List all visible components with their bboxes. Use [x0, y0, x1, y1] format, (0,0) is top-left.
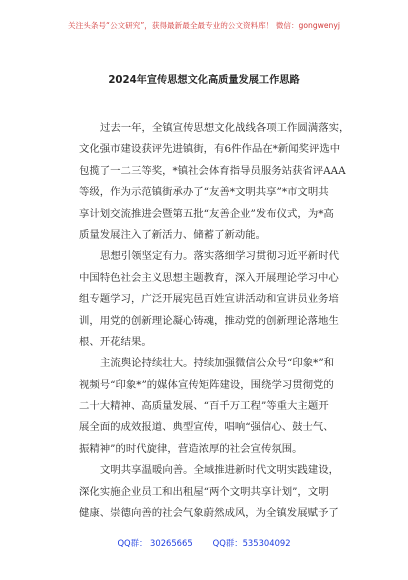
body-line: 训，用党的创新理论凝心铸魂，推动党的创新理论落地生 — [79, 314, 339, 327]
body-line: 思想引领坚定有力。落实落细学习贯彻习近平新时代 — [100, 250, 339, 263]
footer-contact — [0, 537, 408, 549]
document-body — [79, 118, 361, 524]
body-line: 文明共享温暖向善。全域推进新时代文明实践建设， — [100, 464, 339, 477]
body-line: 二十大精神、高质量发展、“百千万工程”等重大主题开 — [79, 400, 329, 413]
body-line: 展全面的成效报道、典型宣传，唱响“强信心、鼓士气、 — [79, 421, 334, 434]
body-line: 中国特色社会主义思想主题教育，深入开展理论学习中心 — [79, 271, 339, 284]
body-line: 质量发展注入了新活力、储蓄了新动能。 — [79, 228, 267, 241]
body-line: 主流舆论持续壮大。持续加强微信公众号“印象*”和 — [100, 357, 335, 370]
body-line: 包揽了一二三等奖，*镇社会体育指导员服务站获省评AAA — [79, 164, 346, 177]
body-line: 健康、崇德向善的社会气象蔚然成风，为全镇发展赋予了 — [79, 507, 339, 520]
body-line: 过去一年，全镇宣传思想文化战线各项工作圆满落实， — [100, 122, 350, 134]
body-line: 组专题学习，广泛开展宪邑百姓宣讲活动和宣讲员业务培 — [79, 293, 339, 306]
body-line: 等级，作为示范镇街承办了“友善*文明共享”*市文明共 — [79, 186, 329, 199]
body-line: 文化强市建设获评先进镇街，有6件作品在*新闻奖评选中 — [79, 143, 341, 156]
body-line: 根、开花结果。 — [79, 335, 152, 348]
body-line: 振精神”的时代旋律，营造浓厚的社会宣传氛围。 — [79, 442, 303, 455]
document-title: 2024年宣传思想文化高质量发展工作思路 — [108, 75, 300, 86]
footer-qq-group-2: QQ群：535304092 — [212, 538, 291, 548]
body-line: 深化实施企业员工和出租屋“两个文明共享计划”，文明 — [79, 485, 329, 498]
header-banner: 关注头条号“公文研究”，获得最新最全最专业的公文资料库！ 微信：gongwenyj — [68, 21, 340, 30]
footer-qq-group-1: QQ群： 30265665 — [117, 538, 193, 548]
body-line: 视频号“印象*”的媒体宣传矩阵建设，围绕学习贯彻党的 — [79, 378, 334, 391]
body-line: 享计划交流推进会暨第五批“友善企业”发布仪式，为*高 — [79, 207, 334, 220]
